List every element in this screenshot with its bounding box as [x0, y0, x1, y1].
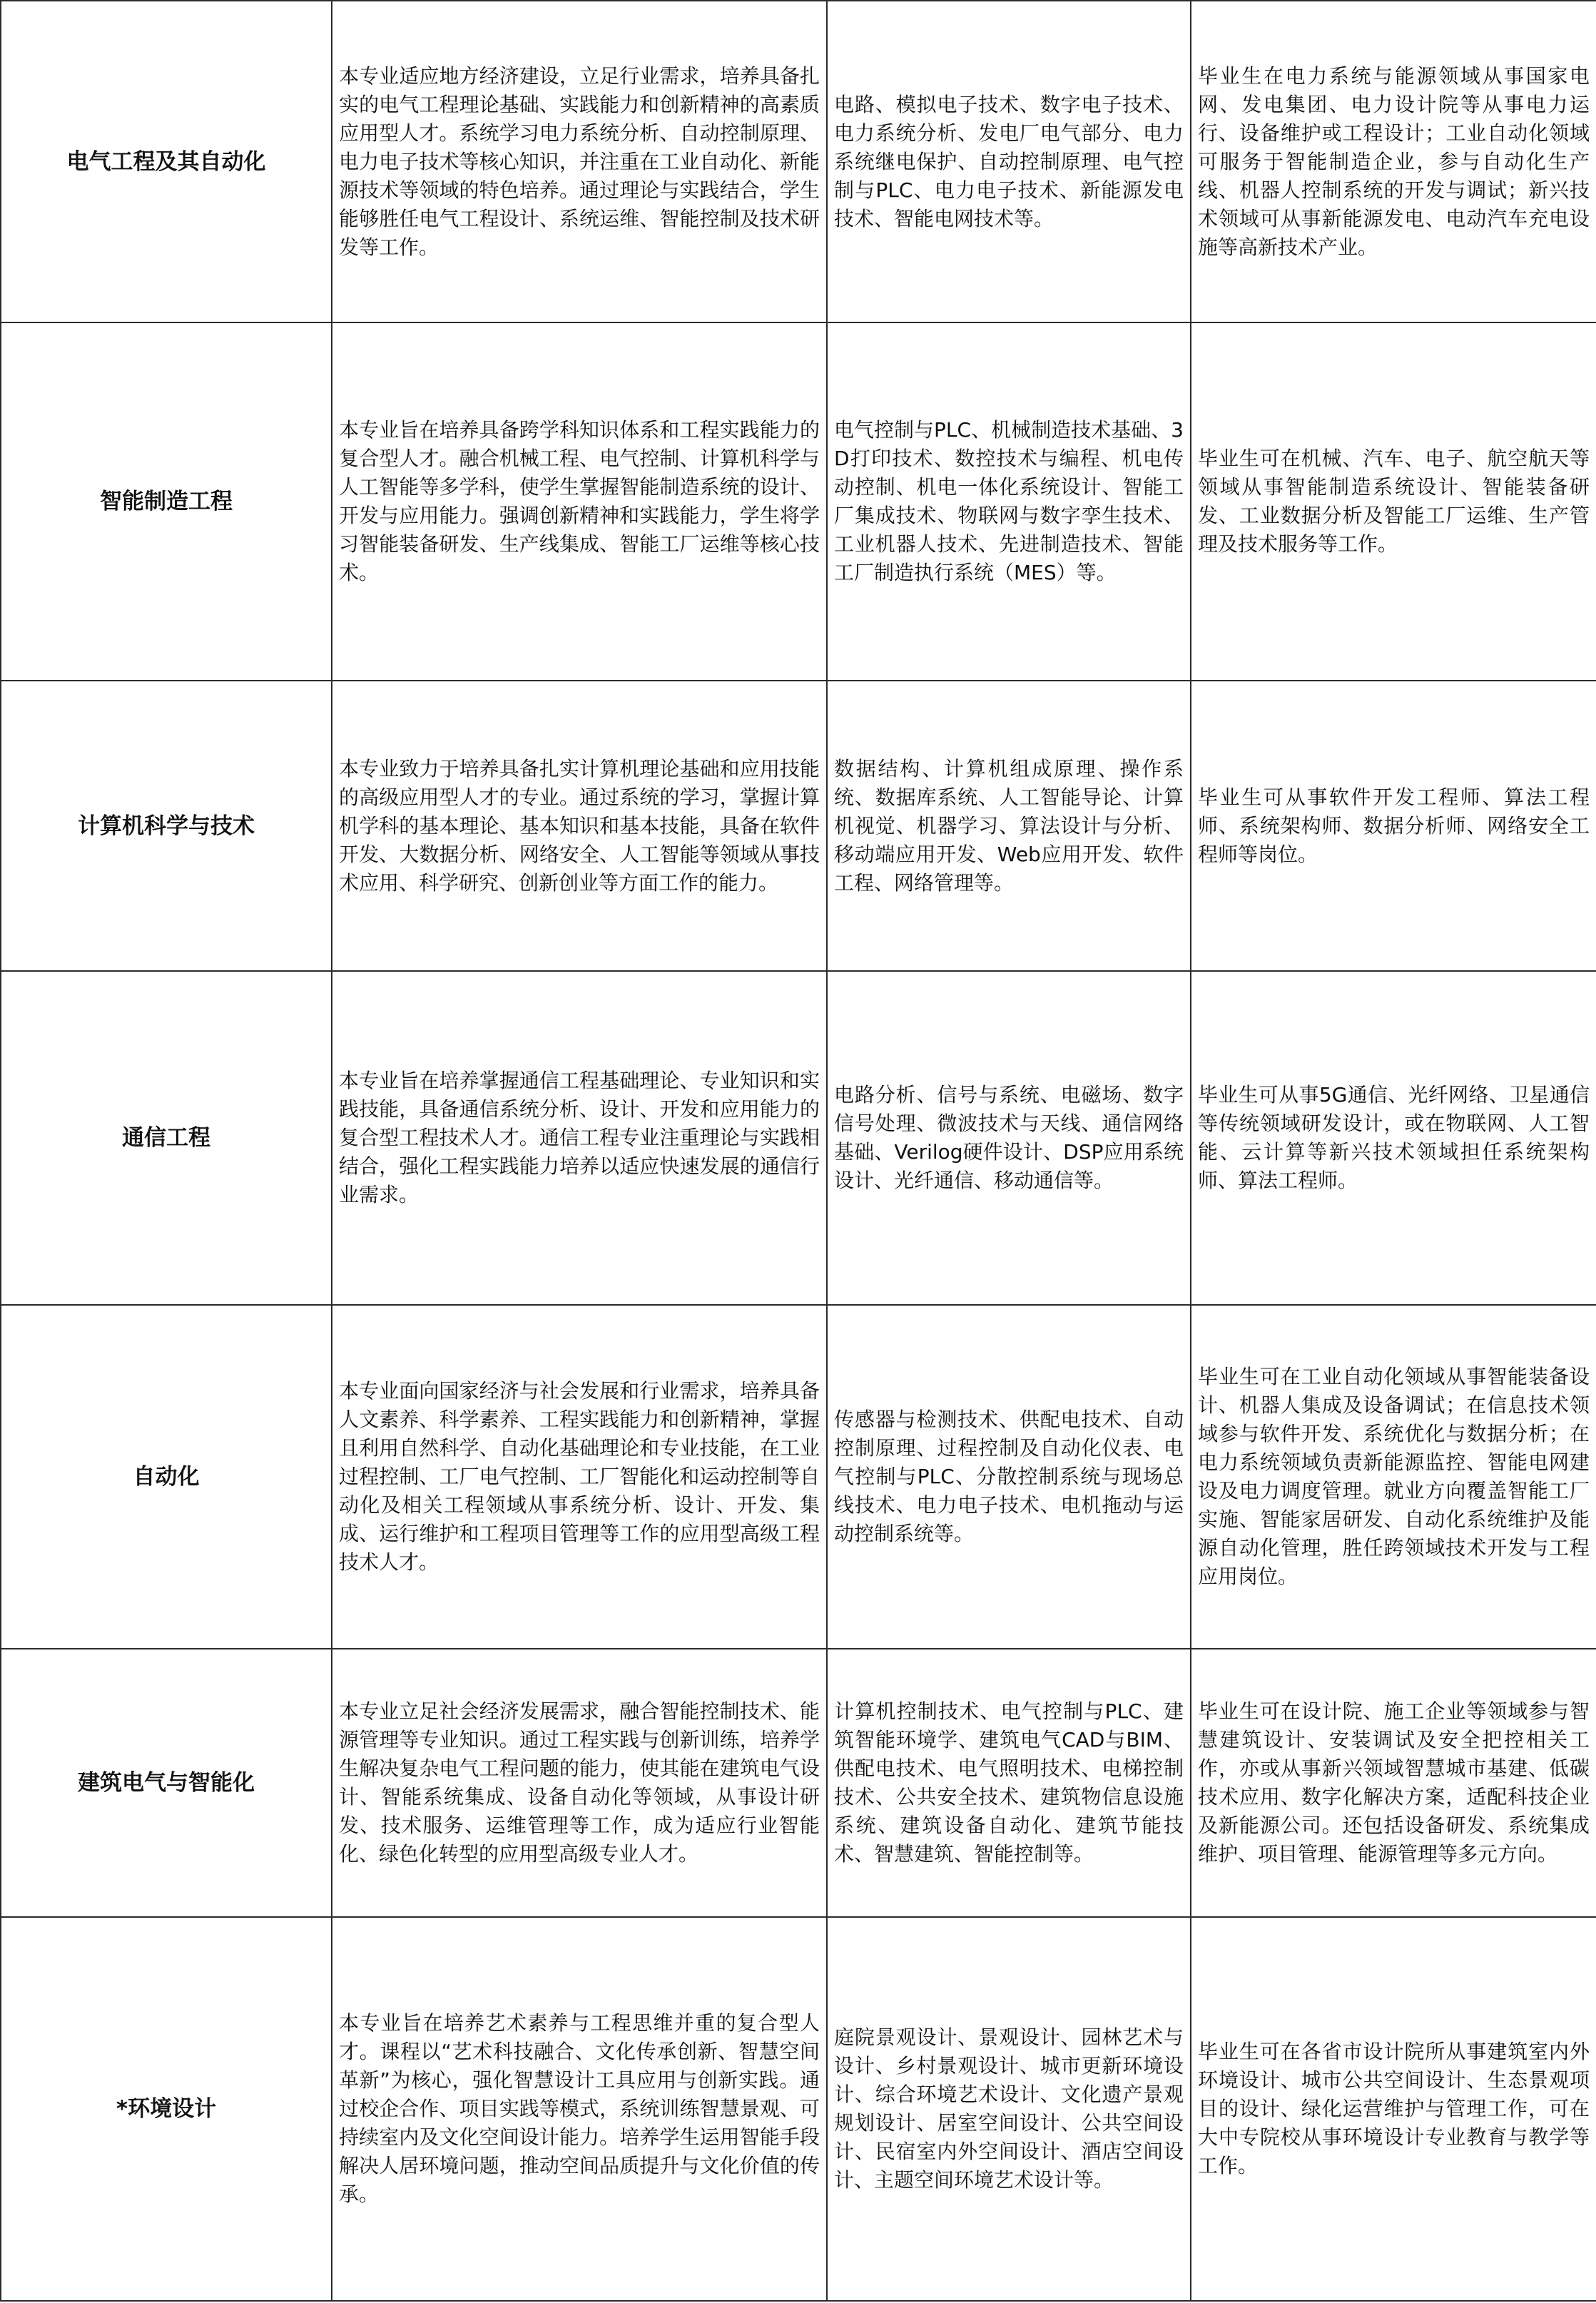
major-courses: 电气控制与PLC、机械制造技术基础、3D打印技术、数控技术与编程、机电传动控制、机电一体化系统设计、智能工厂集成技术、物联网与数字孪生技术、工业机器人技术、先进制造技术、智能工厂制造执行系统（MES）等。 [827, 322, 1191, 681]
table-row [1, 1917, 1596, 2301]
major-careers: 毕业生可从事5G通信、光纤网络、卫星通信等传统领域研发设计，或在物联网、人工智能、云计算等新兴技术领域担任系统架构师、算法工程师。 [1191, 971, 1596, 1305]
major-description: 本专业旨在培养艺术素养与工程思维并重的复合型人才。课程以“艺术科技融合、文化传承创新、智慧空间革新”为核心，强化智慧设计工具应用与创新实践。通过校企合作、项目实践等模式，系统训练智慧景观、可持续室内及文化空间设计能力。培养学生运用智能手段解决人居环境问题，推动空间品质提升与文化价值的传承。 [332, 1917, 827, 2301]
major-courses: 数据结构、计算机组成原理、操作系统、数据库系统、人工智能导论、计算机视觉、机器学习、算法设计与分析、移动端应用开发、Web应用开发、软件工程、网络管理等。 [827, 681, 1191, 971]
major-description: 本专业面向国家经济与社会发展和行业需求，培养具备人文素养、科学素养、工程实践能力和创新精神，掌握且利用自然科学、自动化基础理论和专业技能，在工业过程控制、工厂电气控制、工厂智能化和运动控制等自动化及相关工程领域从事系统分析、设计、开发、集成、运行维护和工程项目管理等工作的应用型高级工程技术人才。 [332, 1305, 827, 1649]
major-careers: 毕业生可在机械、汽车、电子、航空航天等领域从事智能制造系统设计、智能装备研发、工业数据分析及智能工厂运维、生产管理及技术服务等工作。 [1191, 322, 1596, 681]
major-name: 智能制造工程 [1, 322, 332, 681]
major-description: 本专业适应地方经济建设，立足行业需求，培养具备扎实的电气工程理论基础、实践能力和创新精神的高素质应用型人才。系统学习电力系统分析、自动控制原理、电力电子技术等核心知识，并注重在工业自动化、新能源技术等领域的特色培养。通过理论与实践结合，学生能够胜任电气工程设计、系统运维、智能控制及技术研发等工作。 [332, 1, 827, 322]
table-row [1, 681, 1596, 971]
table-row [1, 1649, 1596, 1917]
major-name: 自动化 [1, 1305, 332, 1649]
major-name: 计算机科学与技术 [1, 681, 332, 971]
major-courses: 庭院景观设计、景观设计、园林艺术与设计、乡村景观设计、城市更新环境设计、综合环境艺术设计、文化遗产景观规划设计、居室空间设计、公共空间设计、民宿室内外空间设计、酒店空间设计、主题空间环境艺术设计等。 [827, 1917, 1191, 2301]
table-row [1, 322, 1596, 681]
major-careers: 毕业生可在工业自动化领域从事智能装备设计、机器人集成及设备调试；在信息技术领域参与软件开发、系统优化与数据分析；在电力系统领域负责新能源监控、智能电网建设及电力调度管理。就业方向覆盖智能工厂实施、智能家居研发、自动化系统维护及能源自动化管理，胜任跨领域技术开发与工程应用岗位。 [1191, 1305, 1596, 1649]
major-courses: 电路分析、信号与系统、电磁场、数字信号处理、微波技术与天线、通信网络基础、Verilog硬件设计、DSP应用系统设计、光纤通信、移动通信等。 [827, 971, 1191, 1305]
major-careers: 毕业生在电力系统与能源领域从事国家电网、发电集团、电力设计院等从事电力运行、设备维护或工程设计；工业自动化领域可服务于智能制造企业，参与自动化生产线、机器人控制系统的开发与调试；新兴技术领域可从事新能源发电、电动汽车充电设施等高新技术产业。 [1191, 1, 1596, 322]
major-careers: 毕业生可在各省市设计院所从事建筑室内外环境设计、城市公共空间设计、生态景观项目的设计、绿化运营维护与管理工作，可在大中专院校从事环境设计专业教育与教学等工作。 [1191, 1917, 1596, 2301]
major-name: 建筑电气与智能化 [1, 1649, 332, 1917]
major-careers: 毕业生可在设计院、施工企业等领域参与智慧建筑设计、安装调试及安全把控相关工作，亦或从事新兴领域智慧城市基建、低碳技术应用、数字化解决方案，适配科技企业及新能源公司。还包括设备研发、系统集成维护、项目管理、能源管理等多元方向。 [1191, 1649, 1596, 1917]
major-courses: 电路、模拟电子技术、数字电子技术、电力系统分析、发电厂电气部分、电力系统继电保护、自动控制原理、电气控制与PLC、电力电子技术、新能源发电技术、智能电网技术等。 [827, 1, 1191, 322]
major-name: 通信工程 [1, 971, 332, 1305]
major-description: 本专业致力于培养具备扎实计算机理论基础和应用技能的高级应用型人才的专业。通过系统的学习，掌握计算机学科的基本理论、基本知识和基本技能，具备在软件开发、大数据分析、网络安全、人工智能等领域从事技术应用、科学研究、创新创业等方面工作的能力。 [332, 681, 827, 971]
table-row [1, 971, 1596, 1305]
table-row [1, 1305, 1596, 1649]
major-description: 本专业旨在培养掌握通信工程基础理论、专业知识和实践技能，具备通信系统分析、设计、开发和应用能力的复合型工程技术人才。通信工程专业注重理论与实践相结合，强化工程实践能力培养以适应快速发展的通信行业需求。 [332, 971, 827, 1305]
major-courses: 传感器与检测技术、供配电技术、自动控制原理、过程控制及自动化仪表、电气控制与PLC、分散控制系统与现场总线技术、电力电子技术、电机拖动与运动控制系统等。 [827, 1305, 1191, 1649]
major-careers: 毕业生可从事软件开发工程师、算法工程师、系统架构师、数据分析师、网络安全工程师等岗位。 [1191, 681, 1596, 971]
major-courses: 计算机控制技术、电气控制与PLC、建筑智能环境学、建筑电气CAD与BIM、供配电技术、电气照明技术、电梯控制技术、公共安全技术、建筑物信息设施系统、建筑设备自动化、建筑节能技术、智慧建筑、智能控制等。 [827, 1649, 1191, 1917]
table-row [1, 1, 1596, 322]
major-description: 本专业旨在培养具备跨学科知识体系和工程实践能力的复合型人才。融合机械工程、电气控制、计算机科学与人工智能等多学科，使学生掌握智能制造系统的设计、开发与应用能力。强调创新精神和实践能力，学生将学习智能装备研发、生产线集成、智能工厂运维等核心技术。 [332, 322, 827, 681]
major-name: *环境设计 [1, 1917, 332, 2301]
major-name: 电气工程及其自动化 [1, 1, 332, 322]
major-description: 本专业立足社会经济发展需求，融合智能控制技术、能源管理等专业知识。通过工程实践与创新训练，培养学生解决复杂电气工程问题的能力，使其能在建筑电气设计、智能系统集成、设备自动化等领域，从事设计研发、技术服务、运维管理等工作，成为适应行业智能化、绿色化转型的应用型高级专业人才。 [332, 1649, 827, 1917]
